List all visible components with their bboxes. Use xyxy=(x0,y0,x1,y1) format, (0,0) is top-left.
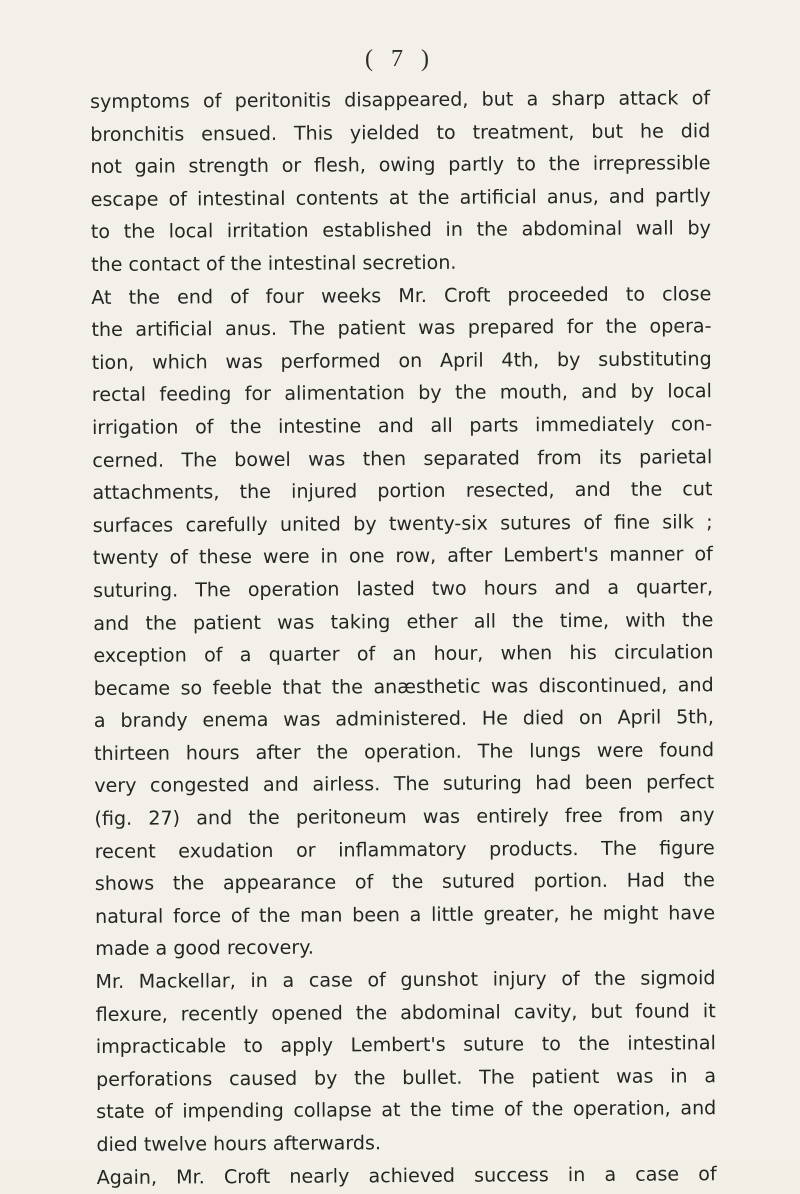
text-line: surfaces carefully united by twenty-six sutures of fine silk ; xyxy=(92,509,713,537)
text-line: At the end of four weeks Mr. Croft proceeded to close xyxy=(91,281,712,309)
text-line: natural force of the man been a little greater, he might have xyxy=(95,901,716,928)
page-number: ( 7 ) xyxy=(365,46,435,72)
text-line: twenty of these were in one row, after Lembert's manner of xyxy=(92,542,713,570)
text-line: irrigation of the intestine and all parts immediately con- xyxy=(92,412,713,439)
text-line: perforations caused by the bullet. The patient was in a xyxy=(95,1064,717,1091)
text-line: attachments, the injured portion resected, and the cut xyxy=(92,477,713,505)
text-line: shows the appearance of the sutured portion. Had the xyxy=(94,868,715,896)
text-line: tion, which was performed on April 4th, by substituting xyxy=(91,346,712,374)
text-line: symptoms of peritonitis disappeared, but a sharp attack of xyxy=(90,86,711,113)
text-line: became so feeble that the anæsthetic was discontinued, and xyxy=(93,672,714,700)
text-line: flexure, recently opened the abdominal cavity, but found it xyxy=(95,998,716,1026)
text-line: a brandy enema was administered. He died on April 5th, xyxy=(93,705,714,733)
text-line: exception of a quarter of an hour, when his circulation xyxy=(93,640,714,668)
text-line: made a good recovery. xyxy=(95,936,314,961)
text-line: to the local irritation established in the abdominal wall by xyxy=(90,216,711,244)
text-line: the artificial anus. The patient was prepared for the opera- xyxy=(91,314,712,342)
text-line: cerned. The bowel was then separated from its parietal xyxy=(92,444,713,472)
text-line: impracticable to apply Lembert's suture to the intestinal xyxy=(95,1031,716,1059)
text-line: Mr. Mackellar, in a case of gunshot injury of the sigmoid xyxy=(95,966,716,994)
text-line: very congested and airless. The suturing had been perfect xyxy=(94,770,715,798)
text-line: Again, Mr. Croft nearly achieved success in a case of xyxy=(96,1161,717,1189)
text-line: and the patient was taking ether all the time, with the xyxy=(93,607,714,635)
text-line: thirteen hours after the operation. The lungs were found xyxy=(94,738,715,765)
body-text xyxy=(90,82,717,1194)
text-line: rectal feeding for alimentation by the mouth, and by local xyxy=(91,379,712,407)
text-line: (fig. 27) and the peritoneum was entirely free from any xyxy=(94,803,715,831)
text-line: state of impending collapse at the time of the operation, and xyxy=(96,1096,717,1124)
text-line: bronchitis ensued. This yielded to treatment, but he did xyxy=(90,118,711,146)
text-line: the contact of the intestinal secretion. xyxy=(91,250,457,276)
text-line: recent exudation or inflammatory products. The figure xyxy=(94,835,715,863)
text-line: not gain strength or flesh, owing partly to the irrepressible xyxy=(90,151,711,179)
text-line: suturing. The operation lasted two hours and a quarter, xyxy=(93,575,714,602)
text-line: died twelve hours afterwards. xyxy=(96,1131,382,1156)
text-line: escape of intestinal contents at the artificial anus, and partly xyxy=(90,183,711,211)
